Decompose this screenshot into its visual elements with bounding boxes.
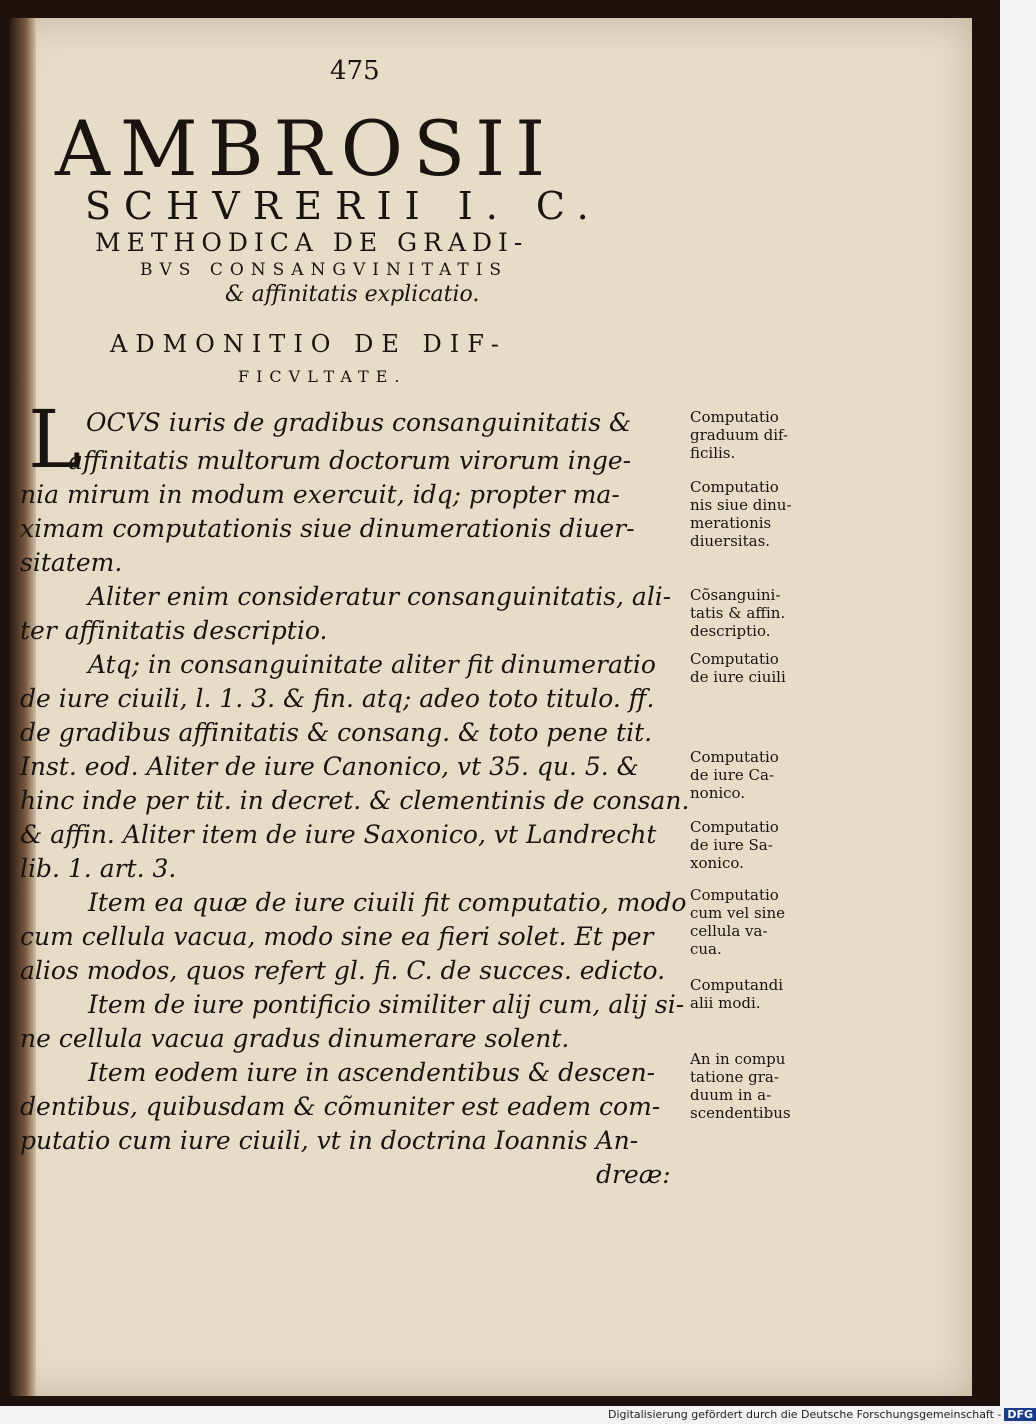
body-line: dentibus, quibusdam & cõmuniter est eadem com- xyxy=(20,1092,661,1121)
body-line: affinitatis multorum doctorum virorum inge- xyxy=(68,446,632,475)
margin-note-line: Cõsanguini- xyxy=(690,586,781,604)
body-line: de iure ciuili, l. 1. 3. & fin. atq; adeo toto titulo. ff. xyxy=(20,684,655,713)
body-line: Item de iure pontificio similiter alij cum, alij si- xyxy=(88,990,685,1019)
margin-note-line: Computatio xyxy=(690,408,779,426)
margin-note-line: Computandi xyxy=(690,976,784,994)
body-line: ter affinitatis descriptio. xyxy=(20,616,328,645)
body-line: hinc inde per tit. in decret. & clementinis de consan. xyxy=(20,786,690,815)
margin-note-line: de iure Ca- xyxy=(690,766,775,784)
margin-note-line: scendentibus xyxy=(690,1104,791,1122)
margin-note xyxy=(690,886,785,958)
heading-line-2: FICVLTATE. xyxy=(238,367,407,386)
margin-note xyxy=(690,586,785,640)
margin-note-line: An in compu xyxy=(690,1050,786,1068)
title-line-3: METHODICA DE GRADI- xyxy=(95,228,529,257)
body-line: Inst. eod. Aliter de iure Canonico, vt 35. qu. 5. & xyxy=(20,752,639,781)
margin-note xyxy=(690,478,792,550)
margin-note-line: nonico. xyxy=(690,784,746,802)
margin-note-line: diuersitas. xyxy=(690,532,771,550)
margin-note xyxy=(690,818,779,872)
margin-note xyxy=(690,408,788,462)
body-line: ximam computationis siue dinumerationis diuer- xyxy=(20,514,635,543)
margin-note-line: Computatio xyxy=(690,818,779,836)
margin-note-line: ficilis. xyxy=(690,444,736,462)
title-line-1: AMBROSII xyxy=(55,104,556,193)
title-line-2: SCHVRERII I. C. xyxy=(85,184,602,228)
title-line-4: BVS CONSANGVINITATIS xyxy=(140,260,509,280)
body-line: cum cellula vacua, modo sine ea fieri solet. Et per xyxy=(20,922,654,951)
heading-line-1: ADMONITIO DE DIF- xyxy=(110,330,507,358)
body-line: nia mirum in modum exercuit, idq; propter ma- xyxy=(20,480,620,509)
margin-note-line: de iure ciuili xyxy=(690,668,786,686)
margin-note-line: graduum dif- xyxy=(690,426,789,444)
margin-note-line: alii modi. xyxy=(690,994,761,1012)
margin-note-line: Computatio xyxy=(690,650,779,668)
body-line: Item ea quæ de iure ciuili fit computatio, modo xyxy=(88,888,687,917)
drop-capital: L xyxy=(28,393,82,486)
margin-note-line: tatis & affin. xyxy=(690,604,786,622)
margin-note-line: nis siue dinu- xyxy=(690,496,792,514)
margin-note-line: descriptio. xyxy=(690,622,771,640)
margin-note-line: cellula va- xyxy=(690,922,768,940)
page-number: 475 xyxy=(330,56,380,86)
footer-text: Digitalisierung gefördert durch die Deutsche Forschungsgemeinschaft - xyxy=(608,1408,1002,1421)
margin-note-line: Computatio xyxy=(690,478,779,496)
margin-note xyxy=(690,748,779,802)
footer-credit xyxy=(608,1408,1036,1421)
body-line: Atq; in consanguinitate aliter fit dinumeratio xyxy=(88,650,656,679)
body-line: de gradibus affinitatis & consang. & toto pene tit. xyxy=(20,718,653,747)
dfg-logo: DFG xyxy=(1004,1408,1036,1421)
body-line: & affin. Aliter item de iure Saxonico, vt Landrecht xyxy=(20,820,657,849)
margin-note-line: de iure Sa- xyxy=(690,836,773,854)
body-line: lib. 1. art. 3. xyxy=(20,854,177,883)
body-line: dreæ: xyxy=(596,1160,671,1189)
body-line: OCVS iuris de gradibus consanguinitatis & xyxy=(86,408,632,437)
margin-note-line: cua. xyxy=(690,940,722,958)
body-line: ne cellula vacua gradus dinumerare solent. xyxy=(20,1024,570,1053)
body-line: alios modos, quos refert gl. fi. C. de succes. edicto. xyxy=(20,956,666,985)
margin-note xyxy=(690,650,786,686)
body-line: putatio cum iure ciuili, vt in doctrina Ioannis An- xyxy=(20,1126,639,1155)
body-line: Item eodem iure in ascendentibus & descen- xyxy=(88,1058,656,1087)
margin-note-line: xonico. xyxy=(690,854,744,872)
body-line: sitatem. xyxy=(20,548,123,577)
margin-note-line: Computatio xyxy=(690,886,779,904)
margin-note-line: duum in a- xyxy=(690,1086,772,1104)
margin-note-line: tatione gra- xyxy=(690,1068,779,1086)
body-line: Aliter enim consideratur consanguinitatis, ali- xyxy=(88,582,672,611)
margin-note-line: cum vel sine xyxy=(690,904,786,922)
margin-note-line: merationis xyxy=(690,514,772,532)
margin-note-line: Computatio xyxy=(690,748,779,766)
title-line-5: & affinitatis explicatio. xyxy=(225,282,480,307)
margin-note xyxy=(690,1050,791,1122)
margin-note xyxy=(690,976,783,1012)
